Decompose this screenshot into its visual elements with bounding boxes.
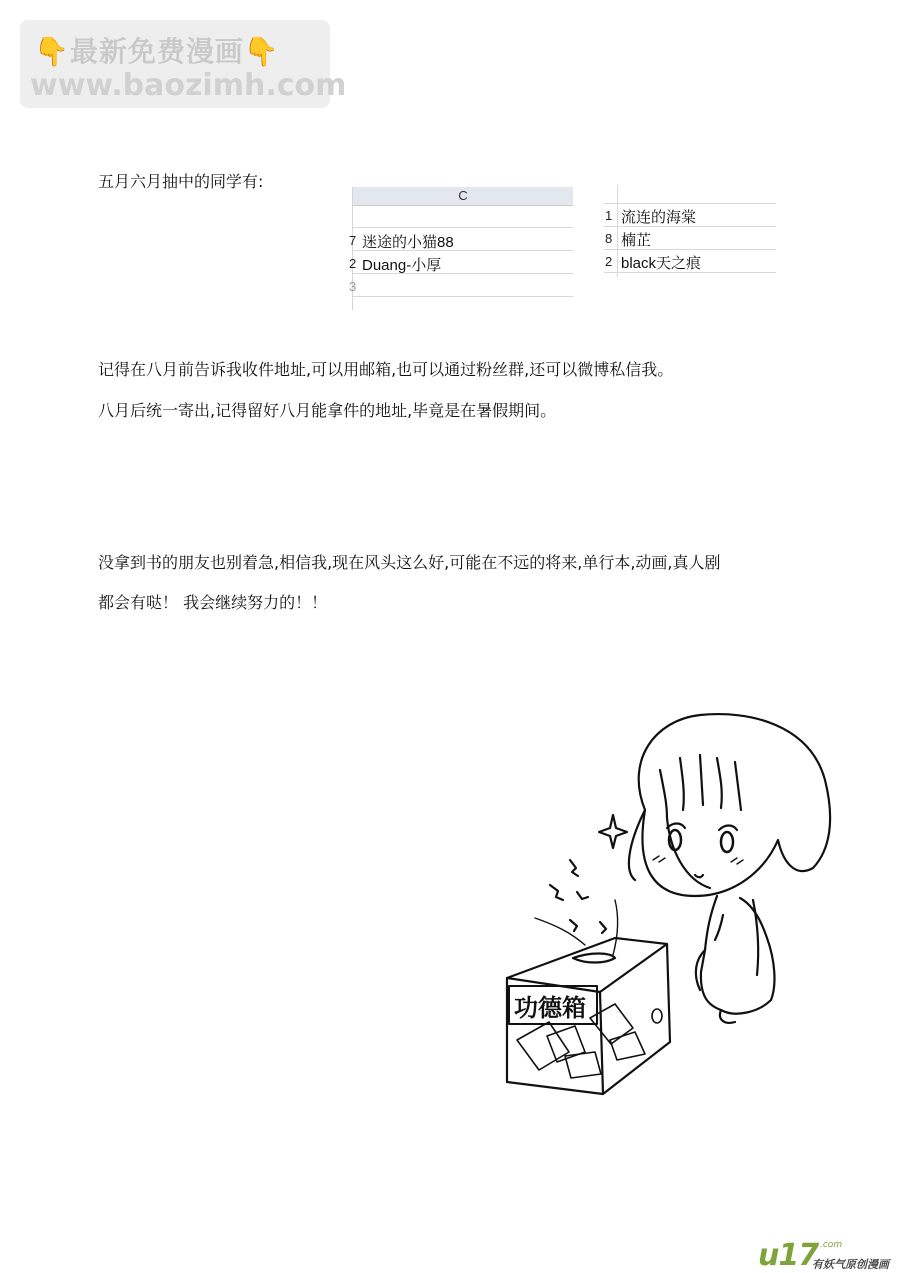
logo-brand: u17 [758,1238,819,1273]
girl-eye [721,832,733,852]
flying-paper [577,892,588,899]
girl-donation-box-illustration [495,700,840,1105]
flying-paper [550,885,563,900]
winner-name: black天之痕 [621,255,702,272]
row-number: 1 [605,208,613,223]
flying-paper [600,922,606,933]
spreadsheet-snippet-left [349,187,573,310]
watermark-title-row [34,30,280,70]
flying-paper [570,920,577,931]
column-header: C [353,187,573,206]
address-instructions-line: 八月后统一寄出,记得留好八月能拿件的地址,毕竟是在暑假期间。 [98,401,557,420]
row-number: 8 [605,231,613,246]
logo-slogan: 有妖气原创漫画 [812,1258,889,1271]
watermark-url: www.baozimh.com [30,68,347,103]
girl-hair [639,714,830,896]
watermark-banner [20,20,347,108]
pointing-down-icon: 👇 [34,35,70,68]
row-number: 2 [349,256,357,271]
grid-line [604,203,776,204]
watermark-title: 最新免费漫画 [69,35,244,68]
logo-domain: .com [820,1240,843,1250]
winners-intro: 五月六月抽中的同学有: [98,172,264,191]
spreadsheet-snippet-right [604,185,776,277]
grid-line [617,185,618,277]
row-number: 2 [605,254,613,269]
row-number: 3 [349,279,357,294]
encouragement-line: 都会有哒！ 我会继续努力的！！ [98,593,328,612]
winner-name: 流连的海棠 [621,209,697,226]
box-label: 功德箱 [514,994,586,1022]
address-instructions-line: 记得在八月前告诉我收件地址,可以用邮箱,也可以通过粉丝群,还可以微博私信我。 [98,360,674,379]
winner-name: 楠芷 [621,232,652,249]
flying-paper [570,860,578,876]
row-number: 7 [349,233,357,248]
grid-line [353,227,573,228]
encouragement-line: 没拿到书的朋友也别着急,相信我,现在风头这么好,可能在不远的将来,单行本,动画,真人剧 [98,553,721,572]
winner-name: 迷途的小猫88 [362,234,454,251]
pointing-down-icon: 👇 [243,35,280,68]
grid-line [353,296,573,297]
girl-body [701,896,775,1014]
winner-name: Duang-小厚 [362,257,442,274]
sparkle-icon [599,815,627,848]
u17-logo [758,1238,889,1273]
